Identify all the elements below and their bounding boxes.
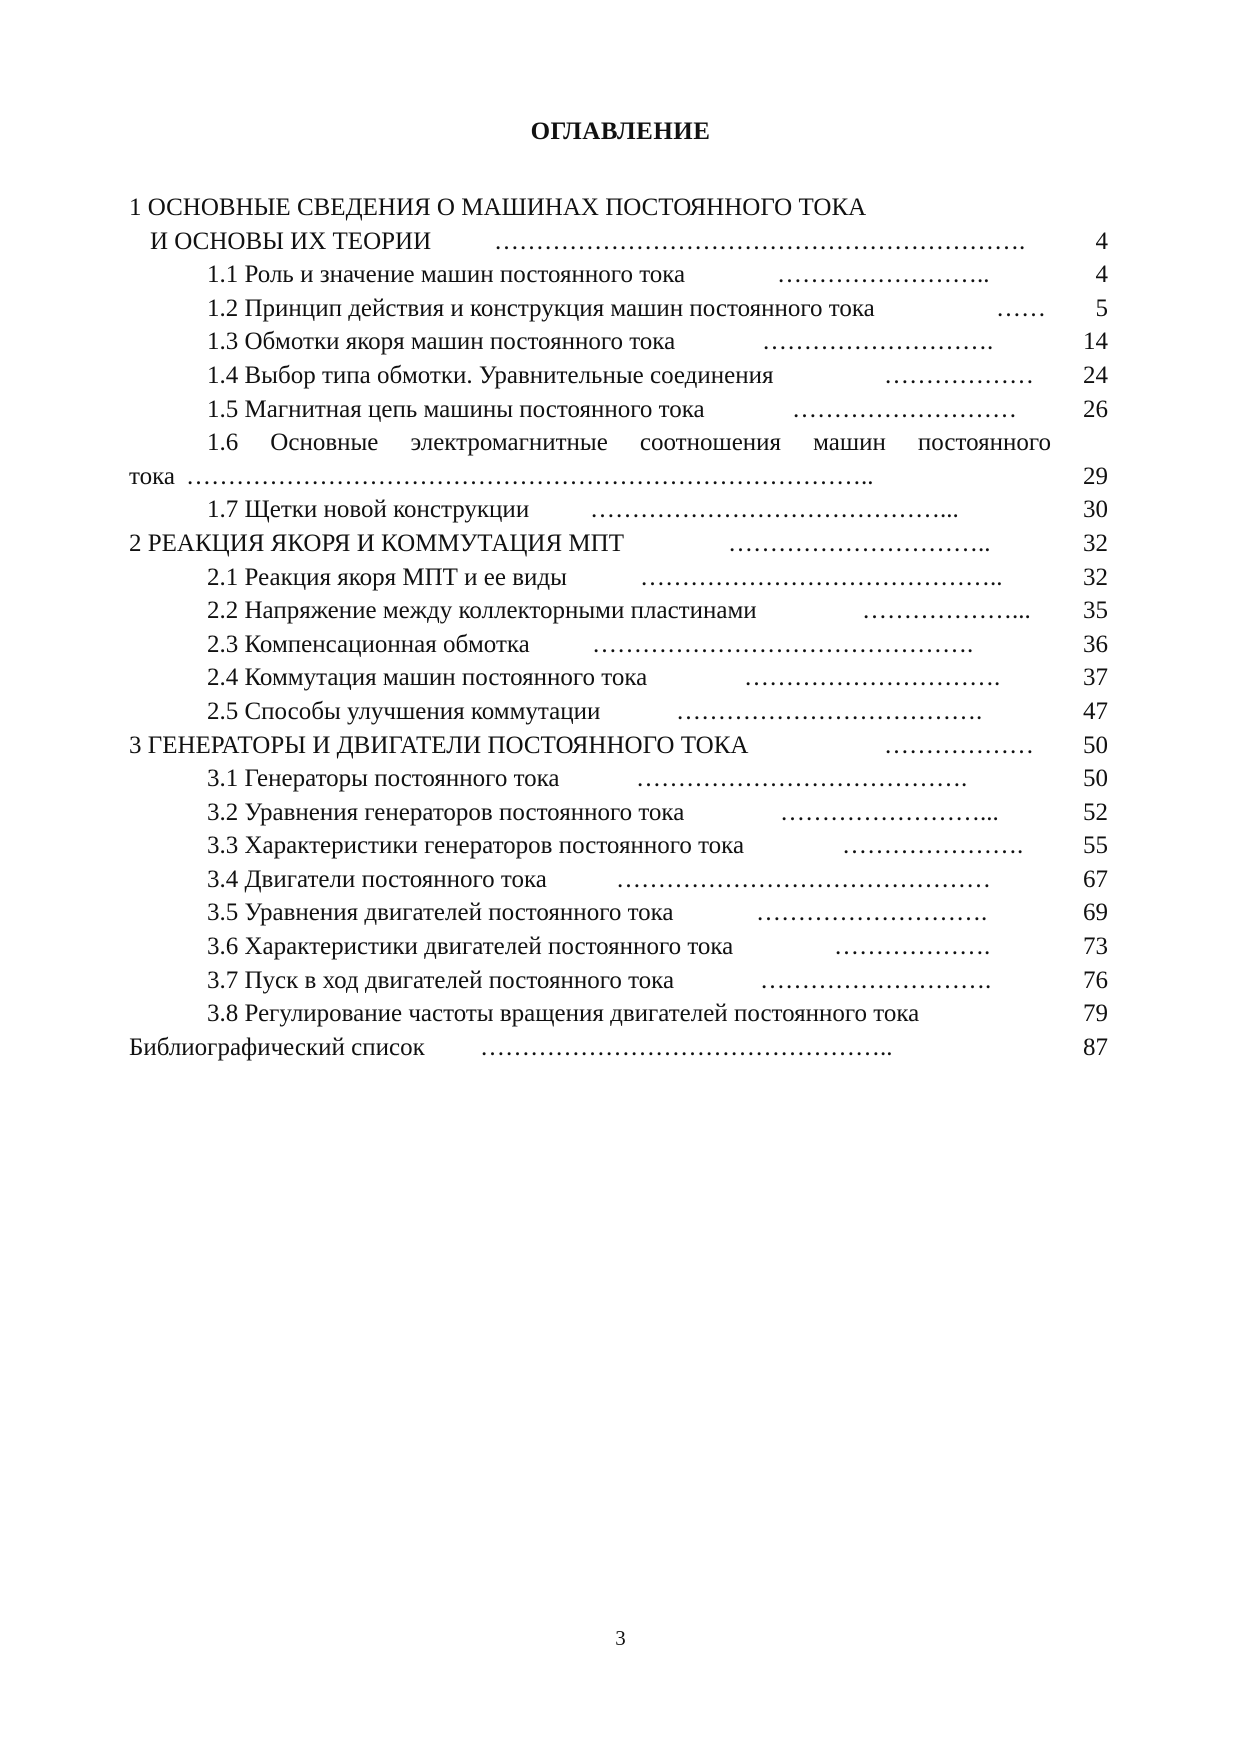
table-of-contents <box>0 191 1241 1064</box>
toc-entry-text: 3.8 Регулирование частоты вращения двигателей постоянного тока <box>207 1000 920 1028</box>
toc-entry-text: 3.4 Двигатели постоянного тока <box>207 865 547 893</box>
page-number: 3 <box>615 1626 626 1650</box>
toc-leader-dots: …………………………. <box>744 664 1001 692</box>
toc-entry-text: 3.6 Характеристики двигателей постоянного тока <box>207 933 734 961</box>
toc-entry-text: 3.1 Генераторы постоянного тока <box>207 765 560 793</box>
toc-bibliography-entry[interactable] <box>0 1031 1241 1065</box>
toc-section-entry[interactable] <box>0 997 1241 1031</box>
toc-entry-text: 2.3 Компенсационная обмотка <box>207 630 530 658</box>
toc-leader-dots: …………………………………….. <box>640 563 1003 591</box>
toc-page-number: 73 <box>1083 933 1108 961</box>
toc-section-entry[interactable] <box>0 896 1241 930</box>
toc-entry-text: 1.1 Роль и значение машин постоянного тока <box>207 261 686 289</box>
toc-leader-dots: ………………………………………………………. <box>494 227 1026 255</box>
toc-entry-text: 1.3 Обмотки якоря машин постоянного тока <box>207 328 676 356</box>
toc-leader-dots: ……………………………………... <box>590 496 959 524</box>
toc-leader-dots: ……………………... <box>780 798 999 826</box>
toc-page-number: 55 <box>1083 832 1108 860</box>
toc-chapter-heading-cont[interactable] <box>0 225 1241 259</box>
toc-entry-text: 1.2 Принцип действия и конструкция машин постоянного тока <box>207 294 875 322</box>
toc-section-entry[interactable] <box>0 561 1241 595</box>
toc-entry-text: И ОСНОВЫ ИХ ТЕОРИИ <box>150 227 432 255</box>
toc-chapter-heading[interactable] <box>0 191 1241 225</box>
toc-entry-text: 2 РЕАКЦИЯ ЯКОРЯ И КОММУТАЦИЯ МПТ <box>129 529 624 557</box>
toc-entry-text: 2.2 Напряжение между коллекторными пластинами <box>207 597 757 625</box>
toc-page-number: 26 <box>1083 395 1108 423</box>
toc-leader-dots: …… <box>996 294 1046 322</box>
toc-entry-text: Библиографический список <box>129 1033 425 1061</box>
toc-page-number: 37 <box>1083 664 1108 692</box>
toc-section-entry[interactable] <box>0 930 1241 964</box>
toc-section-entry[interactable] <box>0 292 1241 326</box>
toc-section-entry-cont[interactable] <box>0 460 1241 494</box>
toc-page-number: 32 <box>1083 563 1108 591</box>
toc-section-entry[interactable] <box>0 393 1241 427</box>
toc-page-number: 36 <box>1083 630 1108 658</box>
toc-leader-dots: ………………………. <box>762 328 994 356</box>
toc-entry-text: 1.7 Щетки новой конструкции <box>207 496 530 524</box>
toc-page-number: 35 <box>1083 597 1108 625</box>
toc-page-number: 29 <box>1083 462 1108 490</box>
page-title: ОГЛАВЛЕНИЕ <box>530 118 711 145</box>
toc-leader-dots: ……………… <box>884 731 1034 759</box>
toc-leader-dots: ……………………… <box>792 395 1017 423</box>
toc-page-number: 4 <box>1095 261 1108 289</box>
toc-page-number: 5 <box>1095 294 1108 322</box>
toc-page-number: 4 <box>1095 227 1108 255</box>
toc-entry-text: 3 ГЕНЕРАТОРЫ И ДВИГАТЕЛИ ПОСТОЯННОГО ТОКА <box>129 731 749 759</box>
toc-entry-text: 1 ОСНОВНЫЕ СВЕДЕНИЯ О МАШИНАХ ПОСТОЯННОГО ТОКА <box>129 194 867 221</box>
toc-leader-dots: ………………... <box>862 597 1031 625</box>
toc-section-entry[interactable] <box>0 661 1241 695</box>
toc-entry-text: 1.5 Магнитная цепь машины постоянного тока <box>207 395 705 423</box>
toc-entry-text: 2.4 Коммутация машин постоянного тока <box>207 664 648 692</box>
toc-page-number: 52 <box>1083 798 1108 826</box>
toc-page-number: 50 <box>1083 765 1108 793</box>
toc-section-entry[interactable] <box>0 359 1241 393</box>
toc-page-number: 69 <box>1083 899 1108 927</box>
toc-page-number: 50 <box>1083 731 1108 759</box>
toc-page-number: 67 <box>1083 865 1108 893</box>
toc-section-entry[interactable] <box>0 796 1241 830</box>
toc-leader-dots: …………………….. <box>777 261 990 289</box>
toc-section-entry[interactable] <box>0 964 1241 998</box>
toc-page-number: 76 <box>1083 966 1108 994</box>
toc-leader-dots: ……………………………………………………………………….. <box>186 462 874 490</box>
toc-entry-text: 1.4 Выбор типа обмотки. Уравнительные соединения <box>207 361 774 389</box>
toc-page-number: 30 <box>1083 496 1108 524</box>
toc-leader-dots: ……………………………………… <box>616 865 991 893</box>
toc-leader-dots: ………………………………………….. <box>480 1033 893 1061</box>
toc-entry-text: 3.3 Характеристики генераторов постоянного тока <box>207 832 745 860</box>
toc-entry-text: тока <box>129 462 175 490</box>
toc-leader-dots: ………………………. <box>756 899 988 927</box>
toc-page-number: 32 <box>1083 529 1108 557</box>
toc-entry-text: 1.6 Основные электромагнитные соотношения машин постоянного <box>207 429 1051 457</box>
toc-section-entry[interactable] <box>0 426 1241 460</box>
toc-page-number: 14 <box>1083 328 1108 356</box>
toc-section-entry[interactable] <box>0 493 1241 527</box>
toc-section-entry[interactable] <box>0 695 1241 729</box>
toc-entry-text: 3.5 Уравнения двигателей постоянного тока <box>207 899 674 927</box>
toc-page-number: 47 <box>1083 697 1108 725</box>
toc-section-entry[interactable] <box>0 628 1241 662</box>
toc-entry-text: 2.5 Способы улучшения коммутации <box>207 697 601 725</box>
toc-page-number: 79 <box>1083 1000 1108 1028</box>
toc-section-entry[interactable] <box>0 594 1241 628</box>
toc-leader-dots: ……………… <box>884 361 1034 389</box>
toc-section-entry[interactable] <box>0 863 1241 897</box>
toc-section-entry[interactable] <box>0 762 1241 796</box>
toc-chapter-heading[interactable] <box>0 527 1241 561</box>
toc-leader-dots: ………………………….. <box>728 529 991 557</box>
toc-page-number: 87 <box>1083 1033 1108 1061</box>
toc-entry-text: 3.7 Пуск в ход двигателей постоянного тока <box>207 966 675 994</box>
toc-leader-dots: ………………………………. <box>676 697 983 725</box>
toc-chapter-heading[interactable] <box>0 729 1241 763</box>
toc-leader-dots: ………………………. <box>760 966 992 994</box>
toc-section-entry[interactable] <box>0 258 1241 292</box>
toc-entry-text: 2.1 Реакция якоря МПТ и ее виды <box>207 563 567 591</box>
toc-leader-dots: ………………. <box>834 933 991 961</box>
toc-leader-dots: …………………. <box>842 832 1024 860</box>
toc-page-number: 24 <box>1083 361 1108 389</box>
toc-entry-text: 3.2 Уравнения генераторов постоянного тока <box>207 798 685 826</box>
toc-leader-dots: ………………………………………. <box>592 630 974 658</box>
toc-section-entry[interactable] <box>0 325 1241 359</box>
toc-leader-dots: …………………………………. <box>636 765 968 793</box>
toc-section-entry[interactable] <box>0 829 1241 863</box>
